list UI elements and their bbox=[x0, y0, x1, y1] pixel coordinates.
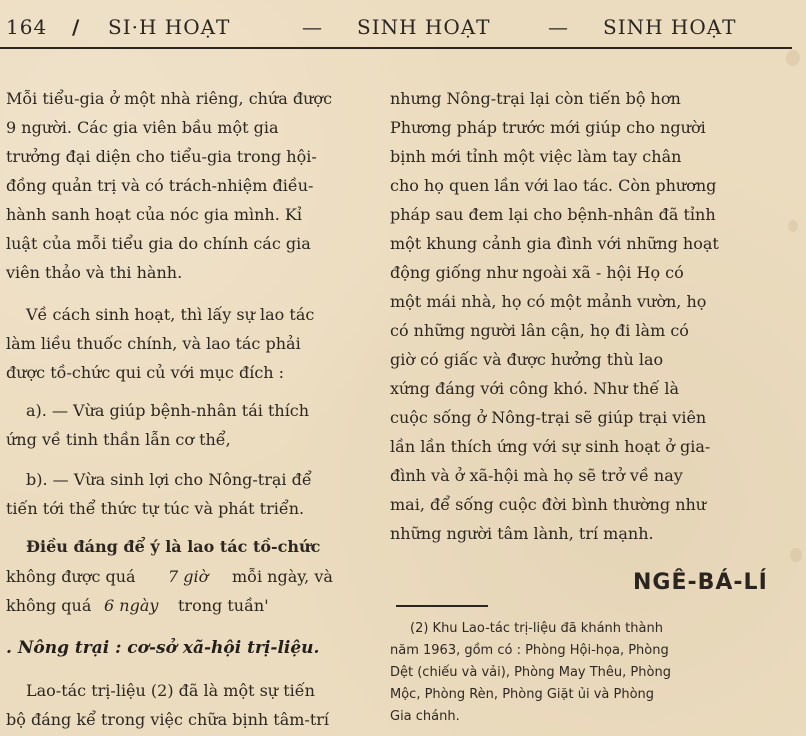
right-line-14: đình và ở xã-hội mà họ sẽ trở về nay bbox=[390, 466, 683, 485]
left-line-13: b). — Vừa sinh lợi cho Nông-trại để bbox=[26, 470, 312, 489]
right-line-5: pháp sau đem lại cho bệnh-nhân đã tỉnh bbox=[390, 205, 716, 224]
header-segment-3: SINH HOẠT bbox=[603, 15, 737, 39]
header-segment-2: SINH HOẠT bbox=[357, 15, 491, 39]
running-header bbox=[0, 0, 806, 52]
right-line-2: Phương pháp trước mới giúp cho người bbox=[390, 118, 706, 137]
header-rule bbox=[0, 47, 792, 49]
left-line-17-b: 6 ngày bbox=[104, 596, 159, 615]
right-line-11: xứng đáng với công khó. Như thế là bbox=[390, 379, 680, 398]
footnote-line-3: Dệt (chiếu và vải), Phòng May Thêu, Phòng bbox=[390, 665, 671, 680]
left-line-3: trưởng đại diện cho tiểu-gia trong hội- bbox=[6, 147, 317, 166]
left-line-19: Lao-tác trị-liệu (2) đã là một sự tiến bbox=[26, 681, 315, 700]
left-line-17-c: trong tuần' bbox=[178, 596, 269, 615]
right-line-8: một mái nhà, họ có một mảnh vườn, họ bbox=[390, 292, 707, 311]
header-divider: / bbox=[72, 15, 81, 39]
right-line-1: nhưng Nông-trại lại còn tiến bộ hơn bbox=[390, 89, 681, 108]
paper-stain bbox=[790, 548, 802, 562]
footnote-line-2: năm 1963, gồm có : Phòng Hội-họa, Phòng bbox=[390, 643, 669, 658]
right-line-10: giờ có giấc và được hưởng thù lao bbox=[390, 350, 664, 369]
footnote-rule bbox=[396, 605, 488, 607]
right-line-16: những người tâm lành, trí mạnh. bbox=[390, 524, 654, 543]
left-line-11: a). — Vừa giúp bệnh-nhân tái thích bbox=[26, 401, 310, 420]
header-dash-2: — bbox=[548, 15, 569, 39]
left-line-8: Về cách sinh hoạt, thì lấy sự lao tác bbox=[26, 305, 315, 324]
left-line-7: viên thảo và thi hành. bbox=[6, 263, 183, 282]
right-line-3: bịnh mới tỉnh một việc làm tay chân bbox=[390, 147, 682, 166]
right-line-13: lần lần thích ứng với sự sinh hoạt ở gia- bbox=[390, 437, 711, 456]
left-line-9: làm liều thuốc chính, và lao tác phải bbox=[6, 334, 301, 353]
page-number: 164 bbox=[6, 15, 48, 39]
footnote-line-4: Mộc, Phòng Rèn, Phòng Giặt ủi và Phòng bbox=[390, 687, 655, 702]
left-line-5: hành sanh hoạt của nóc gia mình. Kỉ bbox=[6, 205, 302, 224]
paper-stain bbox=[788, 220, 798, 232]
left-line-4: đồng quản trị và có trách-nhiệm điều- bbox=[6, 176, 314, 195]
left-line-2: 9 người. Các gia viên bầu một gia bbox=[6, 118, 279, 137]
left-line-12: ứng về tinh thần lẫn cơ thể, bbox=[6, 430, 231, 449]
left-line-10: được tồ-chức qui củ với mục đích : bbox=[6, 363, 285, 382]
header-segment-1: SI·H HOẠT bbox=[108, 15, 231, 39]
section-heading: . Nông trại : cơ-sở xã-hội trị-liệu. bbox=[6, 638, 320, 658]
right-line-7: động giống như ngoài xã - hội Họ có bbox=[390, 263, 684, 282]
left-line-20: bộ đáng kể trong việc chữa bịnh tâm-trí bbox=[6, 710, 330, 729]
paper-stain bbox=[786, 50, 800, 66]
left-line-17-a: không quá bbox=[6, 596, 92, 615]
right-line-15: mai, để sống cuộc đời bình thường như bbox=[390, 495, 707, 514]
author-signature: NGÊ-BÁ-LÍ bbox=[633, 570, 768, 595]
left-line-16-b: 7 giờ bbox=[168, 567, 209, 586]
left-line-16-a: không được quá bbox=[6, 567, 136, 586]
left-line-16-c: mỗi ngày, và bbox=[232, 567, 333, 586]
footnote-line-1: (2) Khu Lao-tác trị-liệu đã khánh thành bbox=[410, 621, 663, 636]
left-line-14: tiến tới thể thức tự túc và phát triển. bbox=[6, 499, 305, 518]
left-line-6: luật của mỗi tiểu gia do chính các gia bbox=[6, 234, 311, 253]
left-line-15: Điều đáng để ý là lao tác tồ-chức bbox=[26, 537, 321, 556]
footnote-line-5: Gia chánh. bbox=[390, 709, 460, 724]
right-line-9: có những người lân cận, họ đi làm có bbox=[390, 321, 689, 340]
right-line-12: cuộc sống ở Nông-trại sẽ giúp trại viên bbox=[390, 408, 707, 427]
left-line-1: Mỗi tiểu-gia ở một nhà riêng, chứa được bbox=[6, 89, 333, 108]
right-line-4: cho họ quen lần với lao tác. Còn phương bbox=[390, 176, 717, 195]
header-dash-1: — bbox=[302, 15, 323, 39]
right-line-6: một khung cảnh gia đình với những hoạt bbox=[390, 234, 719, 253]
